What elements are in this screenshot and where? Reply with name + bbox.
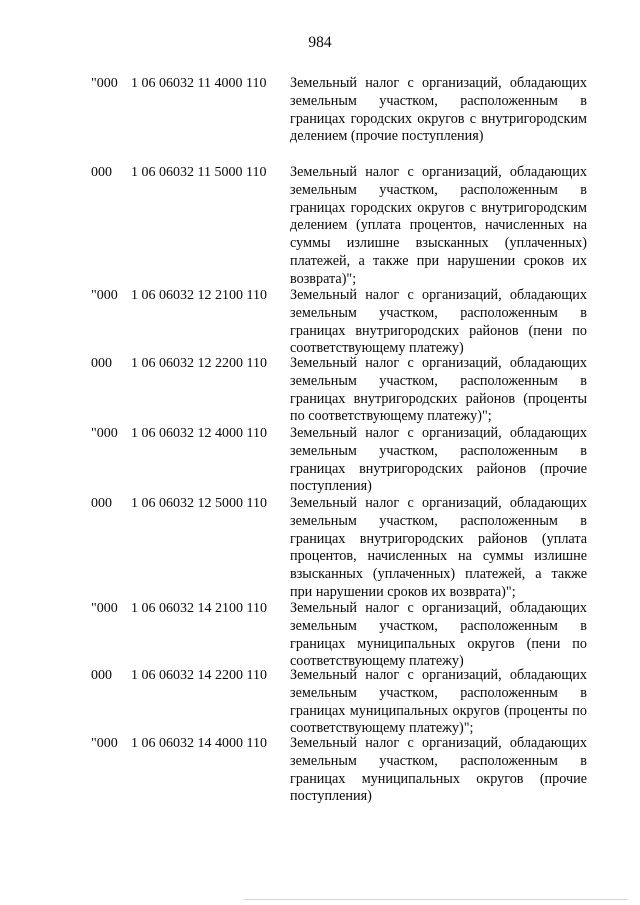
entry-kbk: 1 06 06032 14 4000 110 [131, 736, 267, 751]
entry-code: 000 [91, 496, 112, 511]
entry-description: Земельный налог с организаций, обладающих земельным участком, расположенным в границах городских округов с внутригородским делением (прочие поступления) [290, 75, 587, 145]
entry-kbk: 1 06 06032 12 4000 110 [131, 426, 267, 441]
entry-description: Земельный налог с организаций, обладающих земельным участком, расположенным в границах внутригородских районов (пени по соответствующему платежу) [290, 287, 587, 357]
entry-description: Земельный налог с организаций, обладающих земельным участком, расположенным в границах городских округов с внутригородским делением (уплата процентов, начисленных на суммы излишне взысканных (уплаченных) платежей, а также при нарушении сроков их возврата)"; [290, 164, 587, 287]
entry-code: 000 [91, 668, 112, 683]
entry-description: Земельный налог с организаций, обладающих земельным участком, расположенным в границах внутригородских районов (уплата процентов, начисленных на суммы излишне взысканных (уплаченных) платежей, а также при нарушении сроков их возврата)"; [290, 495, 587, 600]
entry-kbk: 1 06 06032 12 2200 110 [131, 356, 267, 371]
entry-kbk: 1 06 06032 11 5000 110 [131, 165, 267, 180]
entry-kbk: 1 06 06032 14 2200 110 [131, 668, 267, 683]
entry-kbk: 1 06 06032 12 2100 110 [131, 288, 267, 303]
entry-code: 000 [91, 356, 112, 371]
entry-description: Земельный налог с организаций, обладающих земельным участком, расположенным в границах внутригородских районов (прочие поступления) [290, 425, 587, 495]
entry-kbk: 1 06 06032 11 4000 110 [131, 76, 267, 91]
page-number: 984 [308, 34, 332, 51]
entry-description: Земельный налог с организаций, обладающих земельным участком, расположенным в границах муниципальных округов (проценты по соответствующему платежу)"; [290, 667, 587, 737]
entry-code: "000 [91, 426, 118, 441]
entry-description: Земельный налог с организаций, обладающих земельным участком, расположенным в границах внутригородских районов (проценты по соответствующему платежу)"; [290, 355, 587, 425]
entry-code: "000 [91, 601, 118, 616]
entry-kbk: 1 06 06032 12 5000 110 [131, 496, 267, 511]
bottom-edge-line [243, 899, 628, 900]
entry-code: "000 [91, 288, 118, 303]
entry-description: Земельный налог с организаций, обладающих земельным участком, расположенным в границах муниципальных округов (прочие поступления) [290, 735, 587, 805]
entry-kbk: 1 06 06032 14 2100 110 [131, 601, 267, 616]
entry-code: 000 [91, 165, 112, 180]
entry-description: Земельный налог с организаций, обладающих земельным участком, расположенным в границах муниципальных округов (пени по соответствующему платежу) [290, 600, 587, 670]
entry-code: "000 [91, 736, 118, 751]
entry-code: "000 [91, 76, 118, 91]
